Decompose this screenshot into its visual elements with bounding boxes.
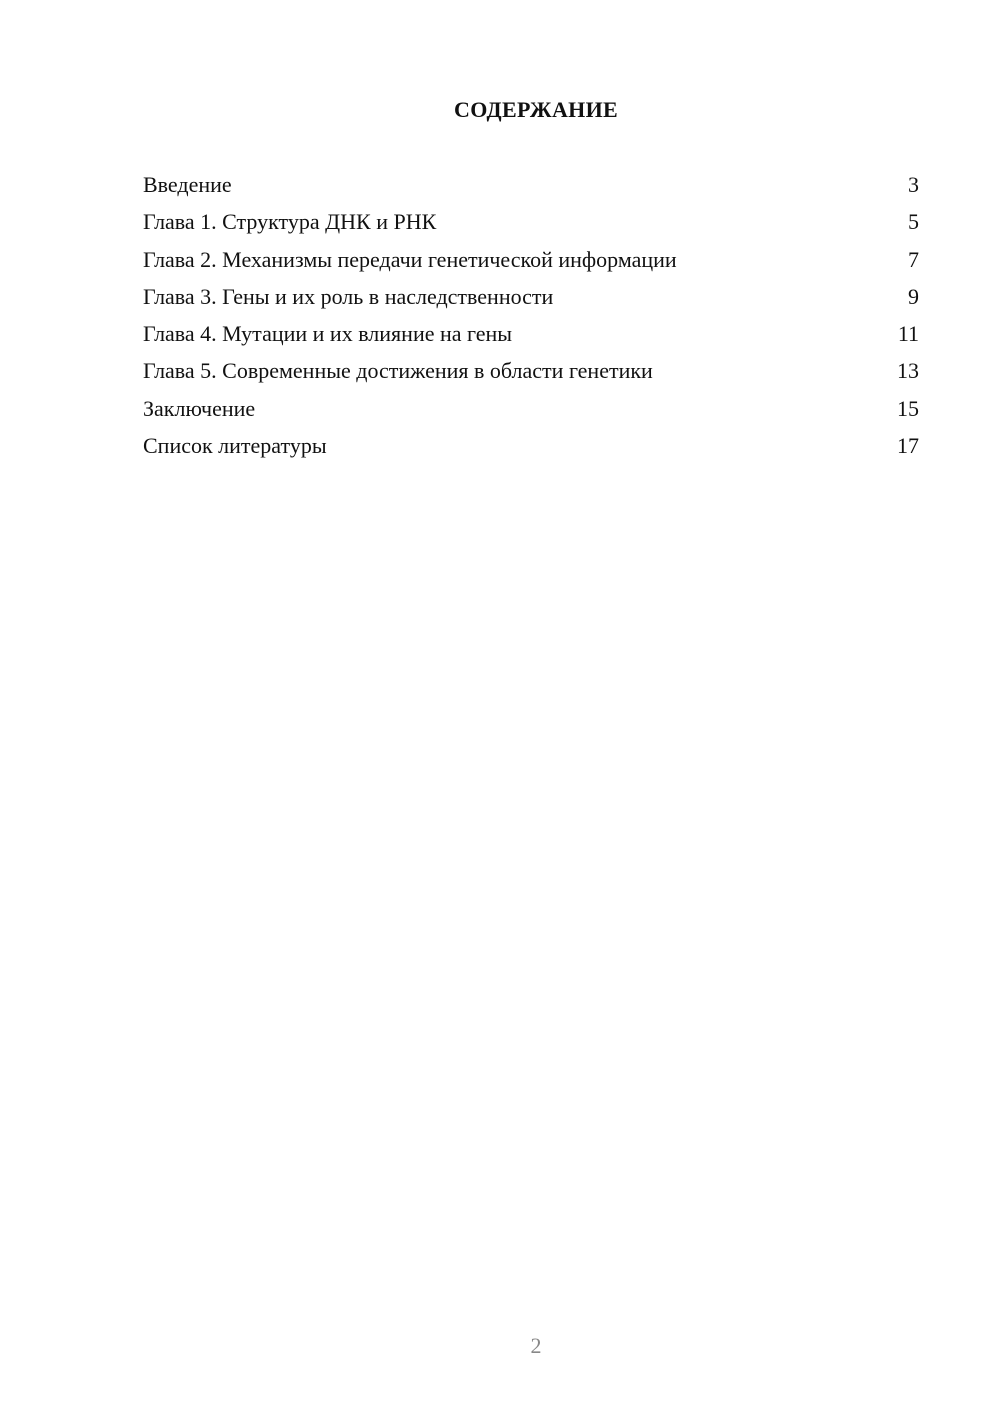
toc-entry-title: Введение	[143, 172, 232, 197]
toc-entry-title: Глава 2. Механизмы передачи генетической информации	[143, 246, 677, 272]
toc-entry-page: 9	[908, 283, 919, 309]
toc-entry-title: Заключение	[143, 395, 256, 421]
toc-entry-page: 13	[897, 358, 919, 384]
toc-entry-page: 15	[897, 395, 919, 421]
toc-entry-references[interactable]	[143, 427, 919, 464]
table-of-contents	[143, 166, 919, 464]
toc-entry-chapter-3[interactable]	[143, 278, 919, 315]
toc-entry-page: 7	[908, 246, 919, 272]
toc-entry-title: Глава 1. Структура ДНК и РНК	[143, 209, 437, 235]
toc-entry-title: Список литературы	[143, 433, 327, 459]
toc-entry-chapter-4[interactable]	[143, 315, 919, 352]
toc-entry-chapter-2[interactable]	[143, 241, 919, 278]
toc-entry-chapter-5[interactable]	[143, 352, 919, 389]
page-number: 2	[530, 1333, 542, 1358]
toc-entry-page: 3	[908, 172, 919, 197]
page-title: СОДЕРЖАНИЕ	[454, 97, 618, 122]
toc-entry-page: 5	[908, 209, 919, 235]
toc-entry-chapter-1[interactable]	[143, 203, 919, 240]
toc-entry-title: Глава 3. Гены и их роль в наследственности	[143, 283, 554, 309]
toc-entry-introduction[interactable]	[143, 166, 919, 203]
toc-entry-conclusion[interactable]	[143, 390, 919, 427]
toc-entry-title: Глава 4. Мутации и их влияние на гены	[143, 321, 513, 347]
toc-entry-page: 17	[897, 433, 919, 459]
toc-entry-page: 11	[897, 321, 919, 347]
toc-entry-title: Глава 5. Современные достижения в области генетики	[143, 358, 653, 384]
